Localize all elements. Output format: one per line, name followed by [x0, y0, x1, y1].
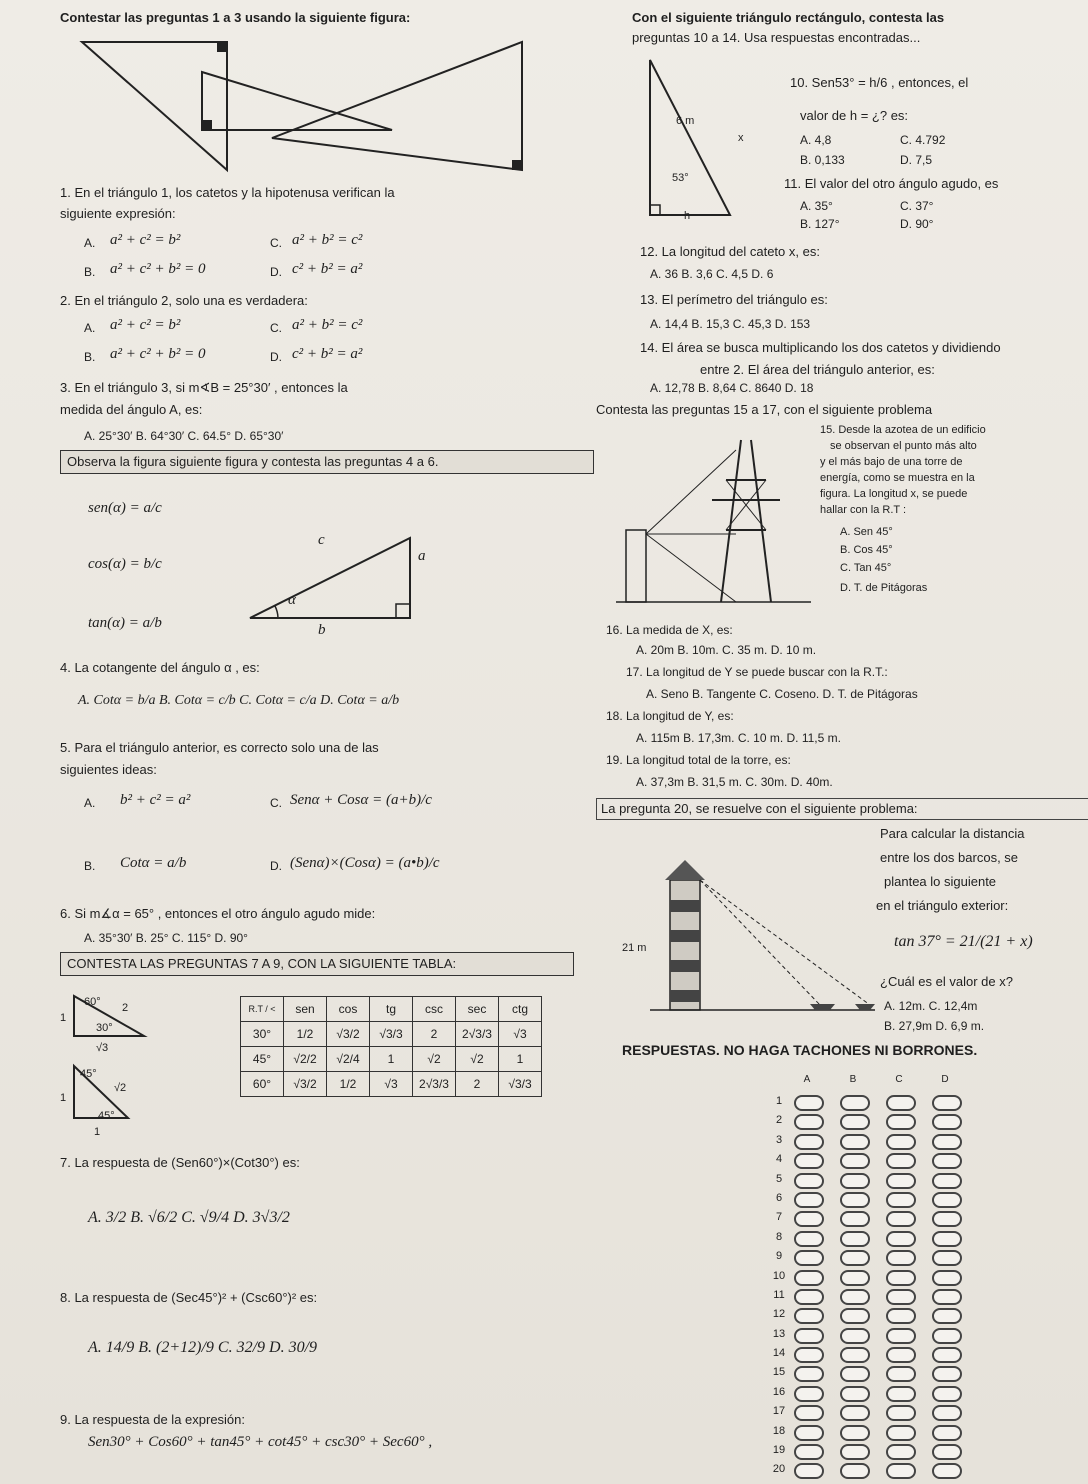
- answer-bubble-a[interactable]: [794, 1250, 824, 1266]
- answer-bubble-d[interactable]: [932, 1425, 962, 1441]
- q15-line-5: figura. La longitud x, se puede: [820, 488, 968, 500]
- answer-bubble-d[interactable]: [932, 1173, 962, 1189]
- alpha-triangle-figure: [230, 520, 430, 630]
- answer-bubble-b[interactable]: [840, 1463, 870, 1479]
- q20-line-2: entre los dos barcos, se: [880, 850, 1019, 865]
- answer-bubble-c[interactable]: [886, 1231, 916, 1247]
- q15-line-3: y el más bajo de una torre de: [820, 456, 963, 468]
- answer-bubble-a[interactable]: [794, 1095, 824, 1111]
- q5-opt-a: b² + c² = a²: [120, 792, 191, 808]
- answer-col-d: D: [941, 1074, 949, 1085]
- answer-row: [760, 1267, 976, 1286]
- q15-line-6: hallar con la R.T :: [820, 504, 907, 516]
- sen-formula: sen(α) = a/c: [88, 500, 162, 516]
- trig-cell: 2: [413, 1022, 456, 1047]
- answer-col-a: A: [803, 1074, 811, 1085]
- answer-bubble-b[interactable]: [840, 1347, 870, 1363]
- answer-bubble-d[interactable]: [932, 1231, 962, 1247]
- q2-opt-a: a² + c² = b²: [110, 317, 181, 333]
- q2-opt-b-letter: B.: [84, 350, 96, 364]
- q1-opt-a: a² + c² = b²: [110, 232, 181, 248]
- lighthouse-figure: [620, 820, 880, 1020]
- answer-row: [760, 1170, 976, 1189]
- answer-row: [760, 1150, 976, 1169]
- q10-text-2: valor de h = ¿? es:: [800, 108, 909, 123]
- q11-opt-a: A. 35°: [800, 199, 833, 213]
- answer-bubble-c[interactable]: [886, 1386, 916, 1402]
- answer-bubble-b[interactable]: [840, 1250, 870, 1266]
- q11-text: 11. El valor del otro ángulo agudo, es: [784, 176, 999, 191]
- answer-bubble-b[interactable]: [840, 1095, 870, 1111]
- q11-opt-c: C. 37°: [900, 199, 934, 213]
- answer-row-number: 5: [775, 1172, 783, 1185]
- answer-bubble-c[interactable]: [886, 1095, 916, 1111]
- answer-row: [760, 1402, 976, 1421]
- answer-bubble-a[interactable]: [794, 1366, 824, 1382]
- answer-row: [760, 1208, 976, 1227]
- q8-options: A. 14/9 B. (2+12)/9 C. 32/9 D. 30/9: [88, 1339, 318, 1356]
- q14-text-2: entre 2. El área del triángulo anterior, es:: [700, 362, 935, 377]
- trig-cell: 60°: [241, 1072, 284, 1097]
- answer-bubble-d[interactable]: [932, 1463, 962, 1479]
- q1-opt-b-letter: B.: [84, 265, 96, 279]
- answer-row: [760, 1460, 976, 1479]
- q10-opt-d: D. 7,5: [900, 153, 933, 167]
- answer-bubble-a[interactable]: [794, 1270, 824, 1286]
- answer-row-number: 10: [772, 1269, 786, 1282]
- answer-row-number: 3: [775, 1133, 783, 1146]
- answer-bubble-b[interactable]: [840, 1211, 870, 1227]
- q10-opt-a: A. 4,8: [800, 133, 832, 147]
- tri-b-top-angle: 45°: [80, 1068, 97, 1080]
- fig-label-c: c: [318, 532, 325, 548]
- answer-bubble-d[interactable]: [932, 1250, 962, 1266]
- q5-opt-c-letter: C.: [270, 796, 282, 810]
- trig-header-cell: cos: [327, 997, 370, 1022]
- right-header-2: preguntas 10 a 14. Usa respuestas encontradas...: [632, 30, 921, 45]
- q1-opt-d-letter: D.: [270, 265, 282, 279]
- answer-bubble-d[interactable]: [932, 1347, 962, 1363]
- q14-options: A. 12,78 B. 8,64 C. 8640 D. 18: [650, 381, 814, 395]
- trig-table-row: [241, 1022, 542, 1047]
- q2-text: 2. En el triángulo 2, solo una es verdadera:: [60, 293, 308, 308]
- q20-opts-1: A. 12m. C. 12,4m: [884, 999, 978, 1013]
- q10-text: 10. Sen53° = h/6 , entonces, el: [790, 75, 969, 90]
- answer-bubble-c[interactable]: [886, 1444, 916, 1460]
- trig-cell: √3/3: [499, 1072, 542, 1097]
- answer-bubble-a[interactable]: [794, 1425, 824, 1441]
- answer-bubble-d[interactable]: [932, 1405, 962, 1421]
- answer-bubble-d[interactable]: [932, 1386, 962, 1402]
- q1-text-2: siguiente expresión:: [60, 206, 176, 221]
- tri-b-left: 1: [60, 1092, 67, 1104]
- answer-bubble-c[interactable]: [886, 1192, 916, 1208]
- tri-a-hyp: 2: [122, 1002, 129, 1014]
- q11-opt-b: B. 127°: [800, 217, 840, 231]
- trig-cell: 1/2: [327, 1072, 370, 1097]
- q17-options: A. Seno B. Tangente C. Coseno. D. T. de Pitágoras: [646, 687, 918, 701]
- q2-opt-c-letter: C.: [270, 321, 282, 335]
- answer-bubble-a[interactable]: [794, 1328, 824, 1344]
- answer-row: [760, 1325, 976, 1344]
- answer-bubble-c[interactable]: [886, 1366, 916, 1382]
- trig-header-cell: R.T / <: [241, 997, 284, 1022]
- answer-row-number: 8: [775, 1230, 783, 1243]
- q5-opt-c: Senα + Cosα = (a+b)/c: [290, 792, 432, 808]
- q3-options: A. 25°30′ B. 64°30′ C. 64.5° D. 65°30′: [84, 429, 284, 443]
- answer-row: [760, 1111, 976, 1130]
- fig53-label-top: 6 m: [676, 115, 695, 127]
- tri-a-top-angle: 60°: [84, 996, 101, 1008]
- trig-table-row: [241, 1072, 542, 1097]
- answer-row: [760, 1092, 976, 1111]
- trig-cell: √2: [456, 1047, 499, 1072]
- answer-row-number: 11: [773, 1288, 785, 1301]
- answer-row-number: 15: [772, 1366, 786, 1379]
- q9-expression: Sen30° + Cos60° + tan45° + cot45° + csc30° + Sec60° ,: [88, 1434, 433, 1450]
- trig-cell: 1/2: [284, 1022, 327, 1047]
- trig-cell: √3/3: [370, 1022, 413, 1047]
- q15-line-1: 15. Desde la azotea de un edificio: [820, 424, 986, 436]
- lighthouse-height-label: 21 m: [622, 942, 647, 954]
- q19-options: A. 37,3m B. 31,5 m. C. 30m. D. 40m.: [636, 775, 833, 789]
- trig-cell: √2/4: [327, 1047, 370, 1072]
- q2-opt-d-letter: D.: [270, 350, 282, 364]
- q10-opt-c: C. 4.792: [900, 133, 946, 147]
- trig-header-cell: sen: [284, 997, 327, 1022]
- answer-bubble-c[interactable]: [886, 1250, 916, 1266]
- trig-cell: 1: [370, 1047, 413, 1072]
- fig53-label-x: x: [738, 132, 744, 144]
- q12-text: 12. La longitud del cateto x, es:: [640, 244, 820, 259]
- answer-bubble-a[interactable]: [794, 1114, 824, 1130]
- answers-title: RESPUESTAS. NO HAGA TACHONES NI BORRONES.: [622, 1042, 978, 1058]
- answer-bubble-d[interactable]: [932, 1328, 962, 1344]
- answer-bubble-a[interactable]: [794, 1231, 824, 1247]
- answer-row: [760, 1228, 976, 1247]
- special-triangles-figure: [60, 990, 170, 1130]
- answer-row: [760, 1422, 976, 1441]
- answer-row-number: 6: [775, 1191, 783, 1204]
- q15-line-4: energía, como se muestra en la: [820, 472, 975, 484]
- trig-cell: 2√3/3: [413, 1072, 456, 1097]
- q5-text: 5. Para el triángulo anterior, es correcto solo una de las: [60, 740, 379, 755]
- answer-bubble-d[interactable]: [932, 1444, 962, 1460]
- q11-opt-d: D. 90°: [900, 217, 934, 231]
- answer-bubble-b[interactable]: [840, 1425, 870, 1441]
- q18-options: A. 115m B. 17,3m. C. 10 m. D. 11,5 m.: [636, 731, 841, 745]
- q18-text: 18. La longitud de Y, es:: [606, 709, 734, 723]
- q20-equation: tan 37° = 21/(21 + x): [894, 933, 1033, 950]
- q1-opt-a-letter: A.: [84, 236, 96, 250]
- answer-bubble-c[interactable]: [886, 1308, 916, 1324]
- answer-bubble-d[interactable]: [932, 1095, 962, 1111]
- q5-opt-d-letter: D.: [270, 859, 282, 873]
- answer-row: [760, 1189, 976, 1208]
- trig-header-cell: sec: [456, 997, 499, 1022]
- q1-opt-b: a² + c² + b² = 0: [110, 261, 206, 277]
- answer-bubble-a[interactable]: [794, 1386, 824, 1402]
- q19-text: 19. La longitud total de la torre, es:: [606, 753, 791, 767]
- answer-bubble-b[interactable]: [840, 1270, 870, 1286]
- tower-figure: [616, 420, 816, 615]
- answer-bubble-b[interactable]: [840, 1366, 870, 1382]
- answer-bubble-b[interactable]: [840, 1173, 870, 1189]
- answer-rows: [760, 1092, 976, 1480]
- answer-col-c: C: [895, 1074, 903, 1085]
- q15-opt-a: A. Sen 45°: [840, 526, 893, 538]
- answer-row: [760, 1344, 976, 1363]
- tan-formula: tan(α) = a/b: [88, 615, 162, 631]
- q6-text: 6. Si m∡α = 65° , entonces el otro ángulo agudo mide:: [60, 906, 376, 921]
- answer-bubble-d[interactable]: [932, 1308, 962, 1324]
- trig-cell: 30°: [241, 1022, 284, 1047]
- trig-header-cell: tg: [370, 997, 413, 1022]
- answer-bubble-b[interactable]: [840, 1192, 870, 1208]
- trig-table: [240, 996, 542, 1097]
- answer-bubble-b[interactable]: [840, 1289, 870, 1305]
- cos-formula: cos(α) = b/c: [88, 556, 162, 572]
- fig-label-b: b: [318, 622, 326, 638]
- q5-text-2: siguientes ideas:: [60, 762, 157, 777]
- trig-cell: 2: [456, 1072, 499, 1097]
- q17-text: 17. La longitud de Y se puede buscar con la R.T.:: [626, 665, 888, 679]
- answer-bubble-c[interactable]: [886, 1347, 916, 1363]
- fig53-label-angle: 53°: [672, 172, 689, 184]
- answer-bubble-b[interactable]: [840, 1134, 870, 1150]
- trig-header-cell: csc: [413, 997, 456, 1022]
- answer-bubble-a[interactable]: [794, 1289, 824, 1305]
- q7-text: 7. La respuesta de (Sen60°)×(Cot30°) es:: [60, 1155, 300, 1170]
- answer-bubble-c[interactable]: [886, 1114, 916, 1130]
- trig-cell: √3/2: [327, 1022, 370, 1047]
- q2-opt-b: a² + c² + b² = 0: [110, 346, 206, 362]
- answer-row-number: 1: [775, 1095, 783, 1107]
- q10-opt-b: B. 0,133: [800, 153, 845, 167]
- q9-text: 9. La respuesta de la expresión:: [60, 1412, 246, 1427]
- triangles-figure: [62, 30, 532, 180]
- q7-options: A. 3/2 B. √6/2 C. √9/4 D. 3√3/2: [88, 1209, 290, 1226]
- answer-row-number: 20: [772, 1463, 786, 1476]
- q12-options: A. 36 B. 3,6 C. 4,5 D. 6: [650, 267, 774, 281]
- answer-row-number: 19: [772, 1444, 786, 1457]
- trig-table-header: [241, 997, 542, 1022]
- tri-b-hyp: √2: [114, 1082, 127, 1094]
- answer-bubble-b[interactable]: [840, 1308, 870, 1324]
- tri-a-left: 1: [60, 1012, 67, 1024]
- q3-text-2: medida del ángulo A, es:: [60, 402, 203, 417]
- answer-bubble-a[interactable]: [794, 1192, 824, 1208]
- q1-text: 1. En el triángulo 1, los catetos y la hipotenusa verifican la: [60, 185, 395, 200]
- answer-bubble-a[interactable]: [794, 1444, 824, 1460]
- q20-line-1: Para calcular la distancia: [880, 826, 1025, 841]
- answer-row-number: 2: [775, 1114, 783, 1127]
- tri-a-bottom-angle: 30°: [96, 1022, 113, 1034]
- answer-bubble-c[interactable]: [886, 1425, 916, 1441]
- q5-opt-d: (Senα)×(Cosα) = (a•b)/c: [290, 855, 440, 871]
- answer-bubble-b[interactable]: [840, 1386, 870, 1402]
- prob20-header: La pregunta 20, se resuelve con el siguiente problema:: [596, 798, 1088, 820]
- answer-bubble-c[interactable]: [886, 1153, 916, 1169]
- q20-line-4: en el triángulo exterior:: [876, 898, 1009, 913]
- q14-text: 14. El área se busca multiplicando los dos catetos y dividiendo: [640, 340, 1001, 355]
- answer-bubble-c[interactable]: [886, 1289, 916, 1305]
- q5-opt-a-letter: A.: [84, 796, 96, 810]
- answer-row-number: 14: [772, 1347, 786, 1360]
- answer-bubble-d[interactable]: [932, 1114, 962, 1130]
- answer-row: [760, 1131, 976, 1150]
- answer-bubble-d[interactable]: [932, 1366, 962, 1382]
- answer-row: [760, 1286, 976, 1305]
- answer-bubble-d[interactable]: [932, 1270, 962, 1286]
- trig-table-row: [241, 1047, 542, 1072]
- answer-col-b: B: [849, 1074, 857, 1085]
- q13-text: 13. El perímetro del triángulo es:: [640, 292, 828, 307]
- answer-bubble-b[interactable]: [840, 1444, 870, 1460]
- answer-bubble-d[interactable]: [932, 1192, 962, 1208]
- triangle-53-figure: [620, 50, 770, 230]
- answer-bubble-c[interactable]: [886, 1270, 916, 1286]
- answer-bubble-b[interactable]: [840, 1114, 870, 1130]
- q2-opt-c: a² + b² = c²: [292, 317, 363, 333]
- q2-opt-a-letter: A.: [84, 321, 96, 335]
- answer-bubble-b[interactable]: [840, 1328, 870, 1344]
- fig-label-alpha: α: [288, 592, 296, 608]
- trig-cell: √2/2: [284, 1047, 327, 1072]
- tri-b-bottom-angle: 45°: [98, 1110, 115, 1122]
- answer-row-number: 9: [775, 1250, 783, 1263]
- answer-bubble-a[interactable]: [794, 1347, 824, 1363]
- answer-bubble-d[interactable]: [932, 1289, 962, 1305]
- trig-cell: √3/2: [284, 1072, 327, 1097]
- q4-text: 4. La cotangente del ángulo α , es:: [60, 660, 260, 675]
- q8-text: 8. La respuesta de (Sec45°)² + (Csc60°)² es:: [60, 1290, 318, 1305]
- trig-cell: 45°: [241, 1047, 284, 1072]
- answer-bubble-b[interactable]: [840, 1405, 870, 1421]
- answer-row: [760, 1305, 976, 1324]
- trig-cell: 1: [499, 1047, 542, 1072]
- answer-row: [760, 1363, 976, 1382]
- answer-bubble-c[interactable]: [886, 1463, 916, 1479]
- table-banner: CONTESTA LAS PREGUNTAS 7 A 9, CON LA SIGUIENTE TABLA:: [60, 952, 574, 976]
- q2-opt-d: c² + b² = a²: [292, 346, 363, 362]
- answer-bubble-a[interactable]: [794, 1211, 824, 1227]
- answer-bubble-d[interactable]: [932, 1134, 962, 1150]
- q5-opt-b-letter: B.: [84, 859, 96, 873]
- fig-label-a: a: [418, 548, 426, 564]
- trig-header-cell: ctg: [499, 997, 542, 1022]
- answer-row: [760, 1247, 976, 1266]
- q1-opt-d: c² + b² = a²: [292, 261, 363, 277]
- answer-bubble-c[interactable]: [886, 1405, 916, 1421]
- answer-bubble-a[interactable]: [794, 1463, 824, 1479]
- trig-cell: √2: [413, 1047, 456, 1072]
- trig-cell: 2√3/3: [456, 1022, 499, 1047]
- q13-options: A. 14,4 B. 15,3 C. 45,3 D. 153: [650, 317, 811, 331]
- q20-opts-2: B. 27,9m D. 6,9 m.: [884, 1019, 985, 1033]
- answer-bubble-c[interactable]: [886, 1134, 916, 1150]
- answer-bubble-b[interactable]: [840, 1231, 870, 1247]
- answer-row-number: 13: [772, 1327, 786, 1340]
- q15-opt-d: D. T. de Pitágoras: [840, 582, 928, 594]
- answer-bubble-b[interactable]: [840, 1153, 870, 1169]
- prob15-header: Contesta las preguntas 15 a 17, con el siguiente problema: [596, 402, 933, 417]
- q16-text: 16. La medida de X, es:: [606, 623, 733, 637]
- tri-a-base: √3: [96, 1042, 109, 1054]
- q1-opt-c: a² + b² = c²: [292, 232, 363, 248]
- q16-options: A. 20m B. 10m. C. 35 m. D. 10 m.: [636, 643, 817, 657]
- answer-bubble-c[interactable]: [886, 1211, 916, 1227]
- q1-opt-c-letter: C.: [270, 236, 282, 250]
- answer-row: [760, 1383, 976, 1402]
- trig-cell: √3: [499, 1022, 542, 1047]
- q3-text: 3. En el triángulo 3, si m∢B = 25°30′ , entonces la: [60, 380, 348, 395]
- answer-bubble-a[interactable]: [794, 1308, 824, 1324]
- q20-question: ¿Cuál es el valor de x?: [880, 974, 1013, 989]
- answer-row: [760, 1441, 976, 1460]
- q5-opt-b: Cotα = a/b: [120, 855, 187, 871]
- answer-bubble-a[interactable]: [794, 1405, 824, 1421]
- right-header: Con el siguiente triángulo rectángulo, contesta las: [632, 10, 945, 25]
- observe-banner: Observa la figura siguiente figura y contesta las preguntas 4 a 6.: [60, 450, 594, 474]
- answer-row-number: 12: [772, 1308, 786, 1321]
- answer-bubble-c[interactable]: [886, 1328, 916, 1344]
- answer-bubble-d[interactable]: [932, 1153, 962, 1169]
- answer-bubble-a[interactable]: [794, 1173, 824, 1189]
- q15-opt-b: B. Cos 45°: [840, 544, 893, 556]
- answer-row-number: 7: [775, 1211, 783, 1224]
- q15-opt-c: C. Tan 45°: [840, 562, 892, 574]
- answer-bubble-d[interactable]: [932, 1211, 962, 1227]
- trig-cell: √3: [370, 1072, 413, 1097]
- tri-b-base: 1: [94, 1126, 101, 1138]
- q15-line-2: se observan el punto más alto: [830, 440, 977, 452]
- q4-options: A. Cotα = b/a B. Cotα = c/b C. Cotα = c/a D. Cotα = a/b: [78, 693, 400, 708]
- left-header: Contestar las preguntas 1 a 3 usando la siguiente figura:: [60, 10, 411, 25]
- answer-bubble-a[interactable]: [794, 1153, 824, 1169]
- answer-bubble-a[interactable]: [794, 1134, 824, 1150]
- answer-row-number: 18: [772, 1424, 786, 1437]
- answer-row-number: 4: [775, 1153, 783, 1166]
- q20-line-3: plantea lo siguiente: [884, 874, 997, 889]
- answer-bubble-c[interactable]: [886, 1173, 916, 1189]
- q6-options: A. 35°30′ B. 25° C. 115° D. 90°: [84, 931, 248, 945]
- fig53-label-h: h: [684, 210, 691, 222]
- answer-row-number: 16: [772, 1385, 786, 1398]
- answer-row-number: 17: [772, 1405, 786, 1418]
